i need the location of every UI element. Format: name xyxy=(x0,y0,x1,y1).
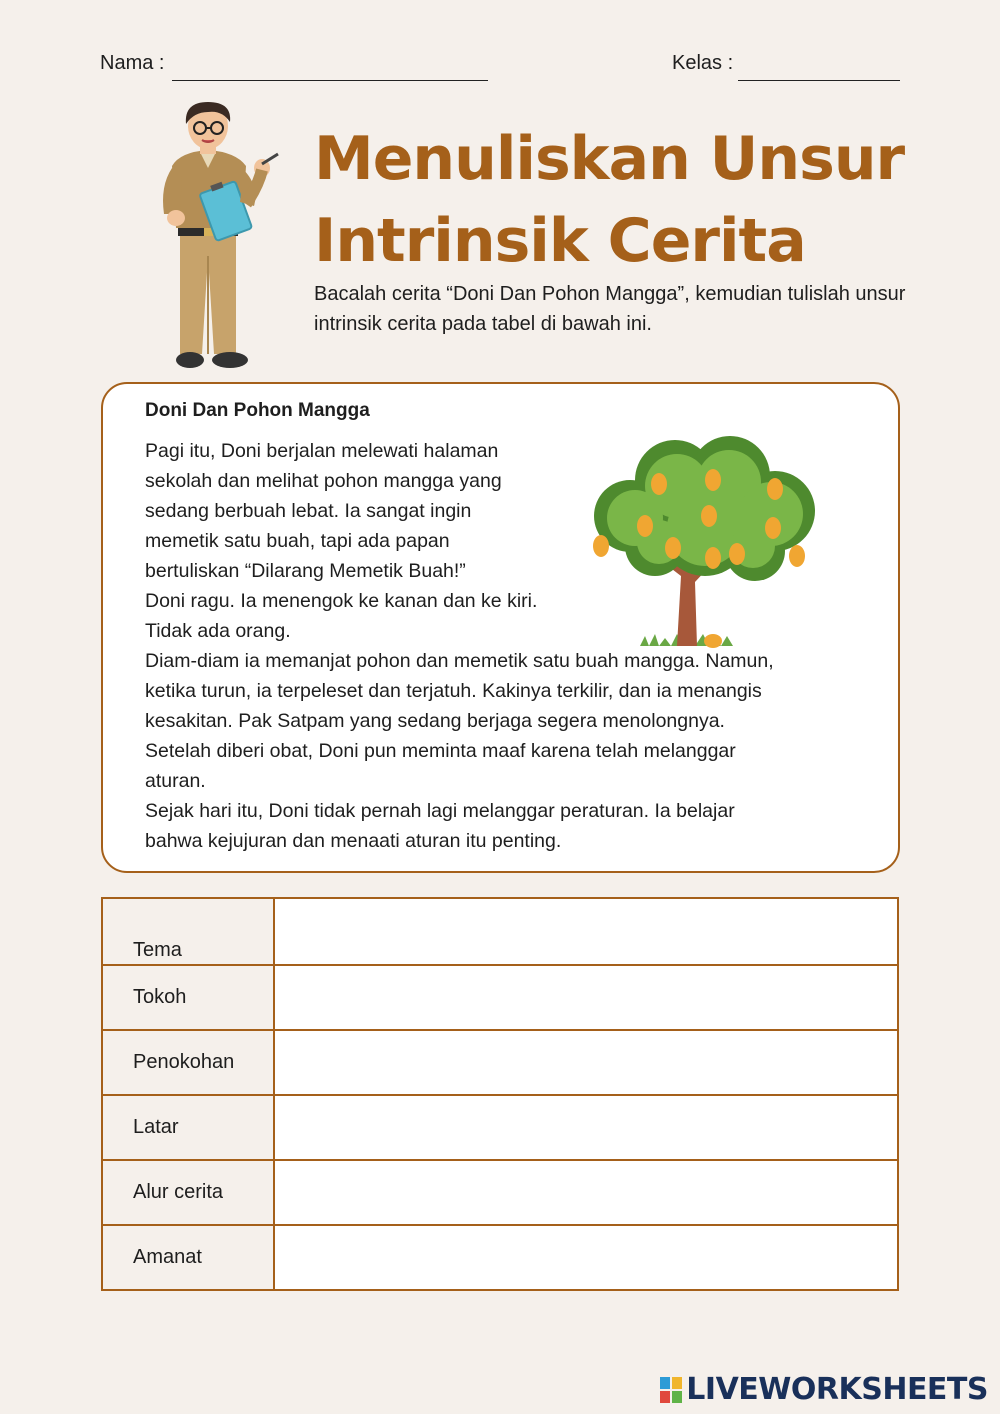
title-line-2: Intrinsik Cerita xyxy=(314,206,806,276)
story-line: sekolah dan melihat pohon mangga yang xyxy=(145,470,502,492)
row-label-alur-cerita: Alur cerita xyxy=(102,1160,274,1225)
class-input-line[interactable] xyxy=(738,54,900,81)
table-row xyxy=(102,1095,898,1160)
story-title: Doni Dan Pohon Mangga xyxy=(145,400,370,421)
brand-name: LIVEWORKSHEETS xyxy=(686,1372,988,1407)
table-row xyxy=(102,898,898,965)
story-line: bahwa kejujuran dan menaati aturan itu penting. xyxy=(145,830,562,852)
instruction-text: Bacalah cerita “Doni Dan Pohon Mangga”, kemudian tulislah unsur intrinsik cerita pada tabel di bawah ini. xyxy=(314,283,906,335)
answer-cell-tokoh[interactable] xyxy=(274,965,898,1030)
liveworksheets-logo-icon xyxy=(660,1377,682,1403)
mango-tree-illustration xyxy=(585,436,825,650)
liveworksheets-brand[interactable] xyxy=(660,1372,988,1407)
story-line: kesakitan. Pak Satpam yang sedang berjaga segera menolongnya. xyxy=(145,710,725,732)
row-label-tema: Tema xyxy=(102,898,274,965)
story-line: Tidak ada orang. xyxy=(145,620,291,642)
answer-cell-amanat[interactable] xyxy=(274,1225,898,1290)
table-row xyxy=(102,1225,898,1290)
story-line: memetik satu buah, tapi ada papan xyxy=(145,530,450,552)
class-label: Kelas : xyxy=(672,52,734,74)
table-row xyxy=(102,965,898,1030)
answer-cell-latar[interactable] xyxy=(274,1095,898,1160)
table-row xyxy=(102,1030,898,1095)
intrinsic-elements-table xyxy=(101,897,899,1291)
story-line: Doni ragu. Ia menengok ke kanan dan ke kiri. xyxy=(145,590,538,612)
row-label-tokoh: Tokoh xyxy=(102,965,274,1030)
answer-cell-alur-cerita[interactable] xyxy=(274,1160,898,1225)
teacher-illustration xyxy=(150,96,285,376)
story-line: Setelah diberi obat, Doni pun meminta maaf karena telah melanggar xyxy=(145,740,736,762)
answer-cell-tema[interactable] xyxy=(274,898,898,965)
title-line-1: Menuliskan Unsur xyxy=(314,124,905,194)
page-title xyxy=(314,118,974,282)
story-line: bertuliskan “Dilarang Memetik Buah!” xyxy=(145,560,466,582)
story-line: Pagi itu, Doni berjalan melewati halaman xyxy=(145,440,499,462)
story-line: Sejak hari itu, Doni tidak pernah lagi melanggar peraturan. Ia belajar xyxy=(145,800,735,822)
name-input-line[interactable] xyxy=(172,54,488,81)
row-label-penokohan: Penokohan xyxy=(102,1030,274,1095)
story-line: ketika turun, ia terpeleset dan terjatuh. Kakinya terkilir, dan ia menangis xyxy=(145,680,762,702)
story-line: aturan. xyxy=(145,770,206,792)
story-line: Diam-diam ia memanjat pohon dan memetik satu buah mangga. Namun, xyxy=(145,650,774,672)
answer-cell-penokohan[interactable] xyxy=(274,1030,898,1095)
table-row xyxy=(102,1160,898,1225)
name-label: Nama : xyxy=(100,52,165,74)
story-line: sedang berbuah lebat. Ia sangat ingin xyxy=(145,500,472,522)
row-label-latar: Latar xyxy=(102,1095,274,1160)
row-label-amanat: Amanat xyxy=(102,1225,274,1290)
